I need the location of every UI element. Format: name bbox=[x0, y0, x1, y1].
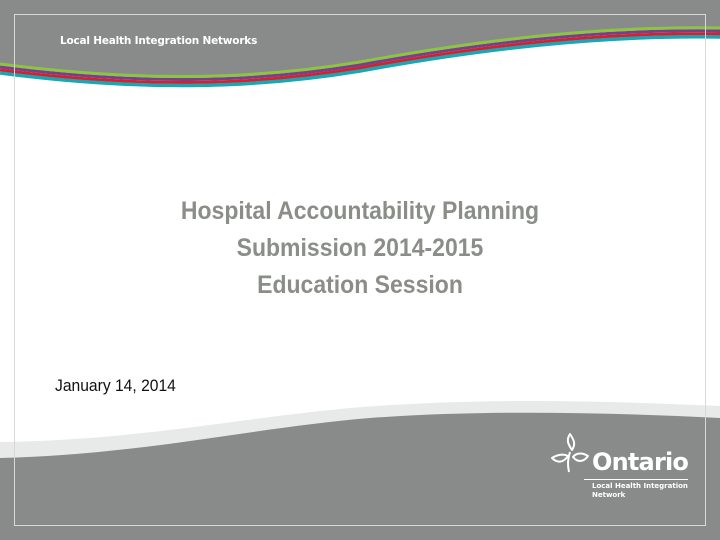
title-line-3: Education Session bbox=[257, 271, 463, 299]
ontario-lhin-logo bbox=[548, 428, 698, 518]
title-line-1: Hospital Accountability Planning bbox=[180, 197, 540, 225]
title-line-2: Submission 2014-2015 bbox=[236, 234, 484, 262]
logo-divider bbox=[584, 479, 688, 480]
header-org-label: Local Health Integration Networks bbox=[60, 35, 258, 47]
title-block bbox=[60, 193, 660, 304]
trillium-icon bbox=[548, 430, 592, 474]
session-date: January 14, 2014 bbox=[55, 376, 176, 395]
logo-wordmark: Ontario bbox=[592, 448, 689, 476]
logo-subtitle: Local Health Integration Network bbox=[592, 482, 688, 499]
